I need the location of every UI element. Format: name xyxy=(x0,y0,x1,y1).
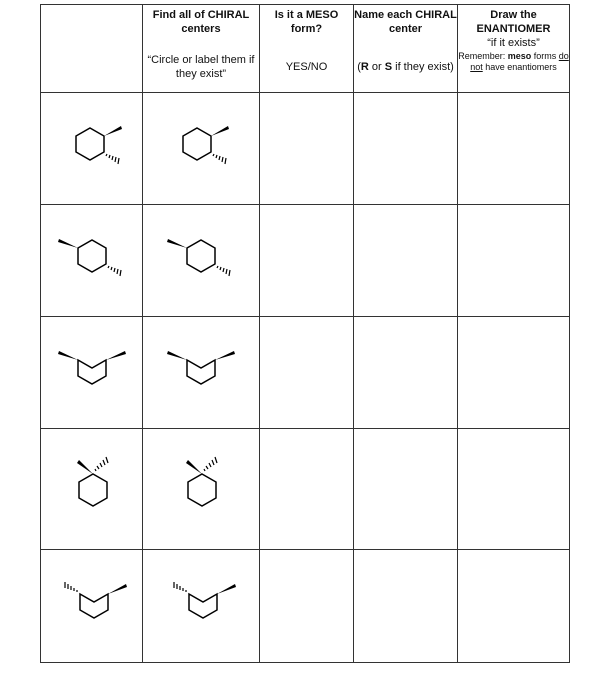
meso-cell[interactable] xyxy=(260,205,354,317)
molecule-cell xyxy=(41,205,143,317)
name-cell[interactable] xyxy=(354,93,458,205)
header-enantiomer-title: Draw the ENANTIOMER xyxy=(476,9,551,35)
chiral-cell[interactable] xyxy=(143,550,260,663)
name-cell[interactable] xyxy=(354,317,458,429)
table-row xyxy=(41,317,570,429)
header-chiral-title: Find all of CHIRAL centers xyxy=(152,9,250,35)
name-cell[interactable] xyxy=(354,550,458,663)
worksheet-table xyxy=(40,4,570,663)
molecule-4-structure xyxy=(42,429,142,549)
molecule-cell xyxy=(41,317,143,429)
enantiomer-cell[interactable] xyxy=(458,550,570,663)
molecule-1-copy xyxy=(143,93,259,203)
header-blank xyxy=(41,5,143,93)
meso-cell[interactable] xyxy=(260,317,354,429)
header-name-chiral xyxy=(354,5,458,93)
molecule-4-copy xyxy=(143,429,259,549)
header-enantiomer-sub: “if it exists” xyxy=(487,37,540,49)
meso-cell[interactable] xyxy=(260,550,354,663)
molecule-5-structure xyxy=(42,550,142,660)
name-cell[interactable] xyxy=(354,429,458,550)
header-meso-sub: YES/NO xyxy=(285,61,328,73)
header-chiral-sub: “Circle or label them if they exist” xyxy=(147,54,255,80)
enantiomer-cell[interactable] xyxy=(458,429,570,550)
molecule-cell xyxy=(41,93,143,205)
chiral-cell[interactable] xyxy=(143,317,260,429)
header-enantiomer-note: Remember: meso forms do not have enantiomers xyxy=(458,51,569,72)
molecule-cell xyxy=(41,429,143,550)
header-chiral-centers xyxy=(143,5,260,93)
header-name-sub: (R or S if they exist) xyxy=(357,61,454,73)
enantiomer-cell[interactable] xyxy=(458,93,570,205)
chiral-cell[interactable] xyxy=(143,93,260,205)
molecule-2-structure xyxy=(42,205,142,315)
molecule-5-copy xyxy=(143,550,259,660)
molecule-2-copy xyxy=(143,205,259,315)
molecule-1-structure xyxy=(42,93,142,203)
table-row xyxy=(41,205,570,317)
table-row xyxy=(41,429,570,550)
chiral-cell[interactable] xyxy=(143,429,260,550)
molecule-3-copy xyxy=(143,317,259,427)
header-meso xyxy=(260,5,354,93)
header-row xyxy=(41,5,570,93)
header-enantiomer xyxy=(458,5,570,93)
header-meso-title: Is it a MESO form? xyxy=(274,9,339,35)
name-cell[interactable] xyxy=(354,205,458,317)
molecule-3-structure xyxy=(42,317,142,427)
enantiomer-cell[interactable] xyxy=(458,317,570,429)
chiral-cell[interactable] xyxy=(143,205,260,317)
enantiomer-cell[interactable] xyxy=(458,205,570,317)
table-row xyxy=(41,550,570,663)
molecule-cell xyxy=(41,550,143,663)
meso-cell[interactable] xyxy=(260,93,354,205)
header-name-title: Name each CHIRAL center xyxy=(354,9,457,35)
table-row xyxy=(41,93,570,205)
meso-cell[interactable] xyxy=(260,429,354,550)
